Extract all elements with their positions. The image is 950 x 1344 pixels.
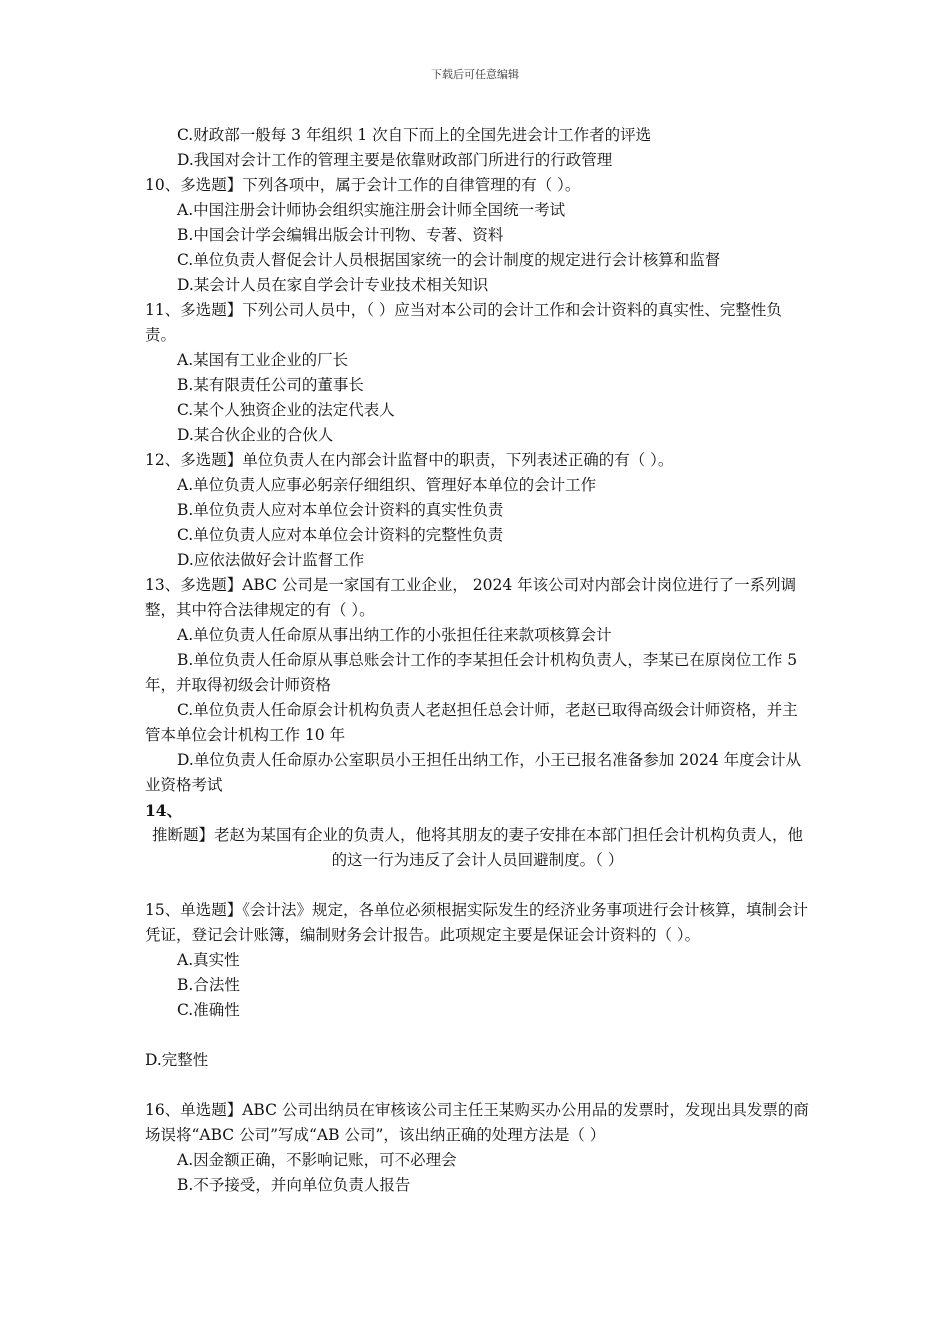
question-15: 15、单选题】《会计法》规定，各单位必须根据实际发生的经济业务事项进行会计核算，填制会计凭证，登记会计账簿，编制财务会计报告。此项规定主要是保证会计资料的（ ）。: [145, 901, 808, 944]
option-text: D.某会计人员在家自学会计专业技术相关知识: [177, 276, 489, 294]
option-text: B.合法性: [177, 976, 240, 994]
question-13: 13、多选题】ABC 公司是一家国有工业企业， 2024 年该公司对内部会计岗位进行了一系列调整，其中符合法律规定的有（ ）。: [145, 576, 797, 619]
option-text: D.应依法做好会计监督工作: [177, 551, 365, 569]
option-text: A.中国注册会计师协会组织实施注册会计师全国统一考试: [177, 201, 566, 219]
option-text: B.某有限责任公司的董事长: [177, 376, 364, 394]
option-text: A.单位负责人任命原从事出纳工作的小张担任往来款项核算会计: [177, 626, 612, 644]
page-header: 下载后可任意编辑: [431, 68, 519, 81]
option-text: D.我国对会计工作的管理主要是依靠财政部门所进行的行政管理: [177, 151, 613, 169]
question-14-number: 14、: [145, 801, 183, 820]
option-text: A.真实性: [177, 951, 240, 969]
option-text: B.单位负责人应对本单位会计资料的真实性负责: [177, 501, 504, 519]
spacer: [145, 1073, 810, 1098]
option-text: D.完整性: [145, 1051, 209, 1069]
option-text: A.某国有工业企业的厂长: [177, 351, 349, 369]
option-text: B.中国会计学会编辑出版会计刊物、专著、资料: [177, 226, 504, 244]
option-text: C.财政部一般每 3 年组织 1 次自下而上的全国先进会计工作者的评选: [177, 126, 652, 144]
option-text: D.某合伙企业的合伙人: [177, 426, 334, 444]
question-12: 12、多选题】单位负责人在内部会计监督中的职责，下列表述正确的有（ ）。: [145, 451, 674, 469]
option-text: C.单位负责人任命原会计机构负责人老赵担任总会计师，老赵已取得高级会计师资格，并主管本单位会计机构工作 10 年: [145, 701, 798, 744]
spacer: [145, 1023, 810, 1048]
question-16: 16、单选题】ABC 公司出纳员在审核该公司主任王某购买办公用品的发票时，发现出具发票的商场误将“ABC 公司”写成“AB 公司”，该出纳正确的处理方法是（ ）: [145, 1101, 809, 1144]
option-text: C.某个人独资企业的法定代表人: [177, 401, 395, 419]
option-text: C.单位负责人应对本单位会计资料的完整性负责: [177, 526, 504, 544]
question-11: 11、多选题】下列公司人员中，（ ）应当对本公司的会计工作和会计资料的真实性、完整性负责。: [145, 301, 782, 344]
option-text: B.单位负责人任命原从事总账会计工作的李某担任会计机构负责人，李某已在原岗位工作 5 年，并取得初级会计师资格: [145, 651, 798, 694]
option-text: C.准确性: [177, 1001, 240, 1019]
option-text: D.单位负责人任命原办公室职员小王担任出纳工作，小王已报名准备参加 2024 年度会计从业资格考试: [145, 751, 802, 794]
option-text: A.因金额正确，不影响记账，可不必理会: [177, 1151, 457, 1169]
option-text: C.单位负责人督促会计人员根据国家统一的会计制度的规定进行会计核算和监督: [177, 251, 721, 269]
document-body: [145, 123, 810, 1198]
option-text: B.不予接受，并向单位负责人报告: [177, 1176, 411, 1194]
spacer: [145, 873, 810, 898]
option-text: A.单位负责人应事必躬亲仔细组织、管理好本单位的会计工作: [177, 476, 597, 494]
question-10: 10、多选题】下列各项中，属于会计工作的自律管理的有（ ）。: [145, 176, 581, 194]
question-14: 推断题】老赵为某国有企业的负责人，他将其朋友的妻子安排在本部门担任会计机构负责人，他的这一行为违反了会计人员回避制度。（ ）: [151, 826, 803, 869]
